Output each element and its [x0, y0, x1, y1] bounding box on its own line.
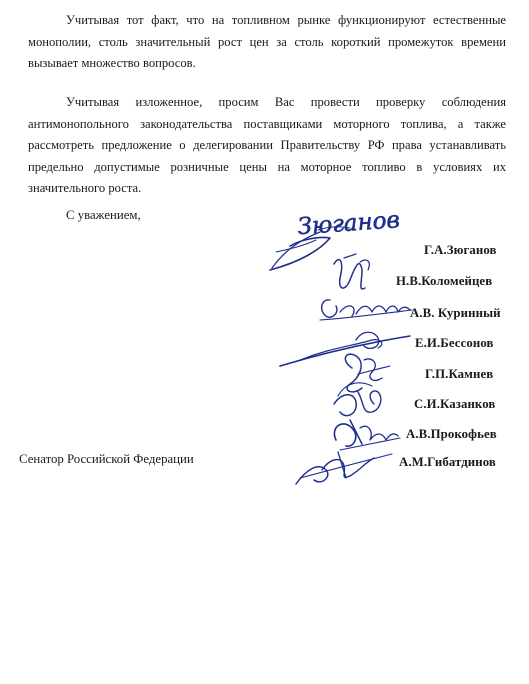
signature-kazankov	[334, 383, 381, 416]
signer-name: Г.П.Камнев	[425, 367, 494, 381]
signer-name: Н.В.Коломейцев	[396, 274, 493, 288]
signature-kamnev	[345, 354, 390, 392]
signer-name: А.В.Прокофьев	[406, 427, 497, 441]
signature-kolomeitsev	[334, 254, 369, 289]
signature-prokofiev	[334, 420, 400, 450]
signer-name: Г.А.Зюганов	[424, 243, 497, 257]
signature-gibatdinov	[296, 452, 392, 484]
body-paragraph-1: Учитывая тот факт, что на топливном рынке функционируют естественные монополии, столь значительный рост цен за столь короткий промежуток времени вызывает множество вопросов.	[28, 13, 506, 70]
signer-name: А.М.Гибатдинов	[399, 455, 496, 469]
closing-salutation: С уважением,	[66, 208, 141, 222]
senator-label: Сенатор Российской Федерации	[19, 452, 194, 466]
signer-name: Е.И.Бессонов	[415, 336, 494, 350]
signature-bessonov	[280, 332, 410, 366]
body-paragraph-2: Учитывая изложенное, просим Вас провести проверку соблюдения антимонопольного законодательства поставщиками моторного топлива, а также рассмотреть предложение о делегировании Правительству РФ права устанавливать предельно допустимые розничные цены на моторное топливо в условиях их значительного роста.	[28, 95, 506, 195]
signer-name: С.И.Казанков	[414, 397, 496, 411]
signature-zyuganov-text: Зюганов	[296, 207, 401, 241]
signature-kurinny	[320, 300, 412, 320]
signature-zyuganov	[270, 207, 401, 270]
signer-name: А.В. Куринный	[410, 306, 501, 320]
